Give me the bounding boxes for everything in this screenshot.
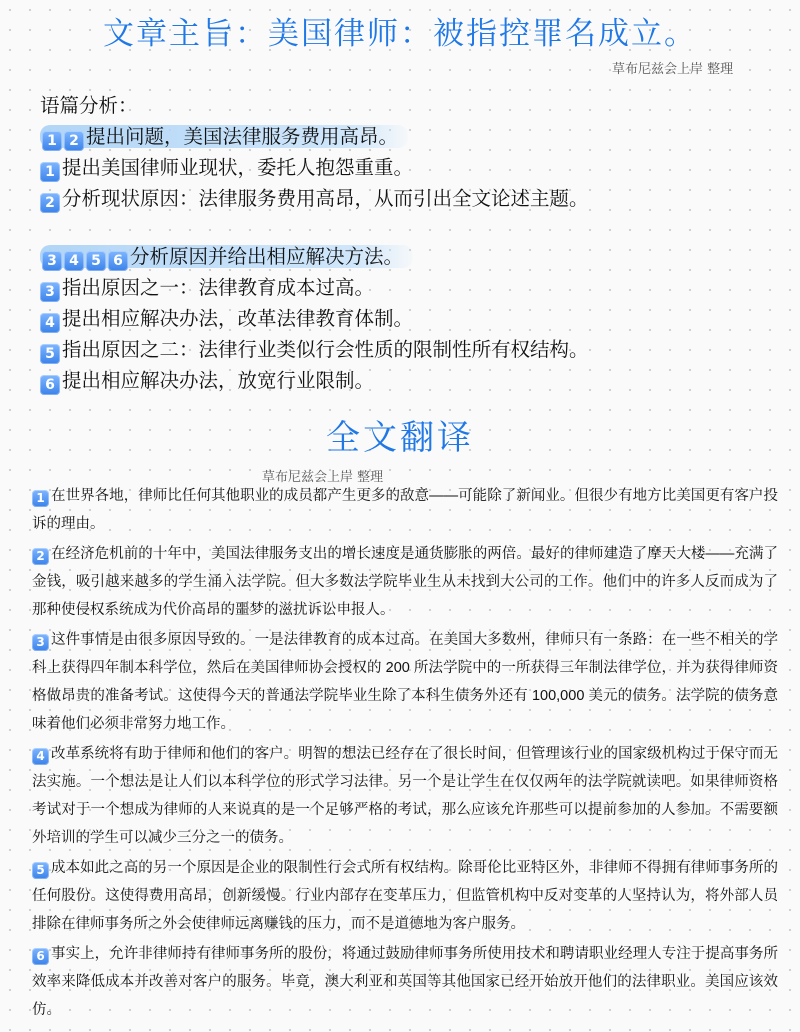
translation-paragraph (32, 854, 778, 938)
translation-paragraph (32, 940, 778, 1024)
summary-text: 分析原因并给出相应解决方法。 (130, 245, 404, 268)
paragraph-text: 在经济危机前的十年中，美国法律服务支出的增长速度是通货膨胀的两倍。最好的律师建造了摩天大楼——充满了金钱，吸引越来越多的学生涌入法学院。但大多数法学院毕业生从未找到大公司的工作。他们中的许多人反而成为了那种使侵权系统成为代价高昂的噩梦的滋扰诉讼申报人。 (32, 546, 778, 618)
analysis-item (40, 183, 780, 214)
analysis-item (40, 303, 780, 334)
keycap-number-icon: 3 (40, 282, 60, 302)
keycap-number-icon: 6 (108, 251, 128, 271)
summary-text: 提出问题，美国法律服务费用高昂。 (86, 125, 399, 148)
keycap-number-icon: 2 (40, 193, 60, 213)
keycap-number-icon: 2 (64, 131, 84, 151)
keycap-number-icon: 4 (32, 748, 49, 765)
highlight (40, 245, 413, 268)
analysis-item-text: 提出相应解决办法，放宽行业限制。 (62, 369, 375, 392)
translation-paragraph (32, 540, 778, 624)
keycap-number-icon: 5 (32, 862, 49, 879)
highlight (40, 125, 408, 148)
analysis-item (40, 365, 780, 396)
keycap-number-icon: 4 (40, 313, 60, 333)
analysis-item-text: 提出相应解决办法，改革法律教育体制。 (62, 307, 414, 330)
paragraph-text: 事实上，允许非律师持有律师事务所的股份，将通过鼓励律师事务所使用技术和聘请职业经理人专注于提高事务所效率来降低成本并改善对客户的服务。毕竟，澳大利亚和英国等其他国家已经开始放开他们的法律职业。美国应该效仿。 (32, 946, 778, 1018)
translation-paragraph (32, 482, 778, 538)
keycap-number-icon: 6 (40, 375, 60, 395)
translation-paragraph (32, 626, 778, 738)
analysis-item (40, 334, 780, 365)
keycap-number-icon: 1 (42, 131, 62, 151)
translation-title: 全文翻译 (326, 418, 474, 458)
analysis-heading: 语篇分析： (40, 94, 138, 117)
paragraph-text: 成本如此之高的另一个原因是企业的限制性行会式所有权结构。除哥伦比亚特区外，非律师不得拥有律师事务所的任何股份。这使得费用高昂，创新缓慢。行业内部存在变革压力，但监管机构中反对变革的人坚持认为，将外部人员排除在律师事务所之外会使律师远离赚钱的压力，而不是道德地为客户服务。 (32, 860, 778, 932)
keycap-number-icon: 4 (64, 251, 84, 271)
analysis-item (40, 272, 780, 303)
analysis-group-2-summary (40, 241, 780, 272)
translation-paragraph (32, 740, 778, 852)
keycap-number-icon: 5 (86, 251, 106, 271)
keycap-number-icon: 5 (40, 344, 60, 364)
discourse-analysis (40, 90, 780, 396)
analysis-item (40, 152, 780, 183)
keycap-number-icon: 1 (40, 162, 60, 182)
credit-watermark: 草布尼兹会上岸 整理 (612, 62, 734, 77)
analysis-item-text: 提出美国律师业现状，委托人抱怨重重。 (62, 156, 414, 179)
full-translation (32, 482, 778, 1026)
analysis-item-text: 指出原因之二：法律行业类似行会性质的限制性所有权结构。 (62, 338, 589, 361)
paragraph-text: 在世界各地，律师比任何其他职业的成员都产生更多的敌意——可能除了新闻业。但很少有地方比美国更有客户投诉的理由。 (32, 488, 778, 532)
page-title: 文章主旨：美国律师：被指控罪名成立。 (103, 16, 697, 52)
keycap-number-icon: 3 (32, 634, 49, 651)
keycap-number-icon: 1 (32, 490, 49, 507)
analysis-item-text: 指出原因之一：法律教育成本过高。 (62, 276, 375, 299)
paragraph-text: 这件事情是由很多原因导致的。一是法律教育的成本过高。在美国大多数州，律师只有一条路：在一些不相关的学科上获得四年制本科学位，然后在美国律师协会授权的 200 所法学院中的一所获得三年制法律学位，并为获得律师资格做昂贵的准备考试。这使得今天的普通法学院毕业生除了本科生债务外还有 100,000 美元的债务。法学院的债务意味着他们必须非常努力地工作。 (32, 632, 778, 732)
keycap-number-icon: 6 (32, 948, 49, 965)
credit-watermark: 草布尼兹会上岸 整理 (262, 470, 384, 485)
analysis-item-text: 分析现状原因：法律服务费用高昂，从而引出全文论述主题。 (62, 187, 589, 210)
keycap-number-icon: 2 (32, 548, 49, 565)
paragraph-text: 改革系统将有助于律师和他们的客户。明智的想法已经存在了很长时间，但管理该行业的国家级机构过于保守而无法实施。一个想法是让人们以本科学位的形式学习法律。另一个是让学生在仅仅两年的法学院就读吧。如果律师资格考试对于一个想成为律师的人来说真的是一个足够严格的考试，那么应该允许那些可以提前参加的人参加。不需要额外培训的学生可以减少三分之一的债务。 (32, 746, 778, 846)
analysis-group-1-summary (40, 121, 780, 152)
keycap-number-icon: 3 (42, 251, 62, 271)
